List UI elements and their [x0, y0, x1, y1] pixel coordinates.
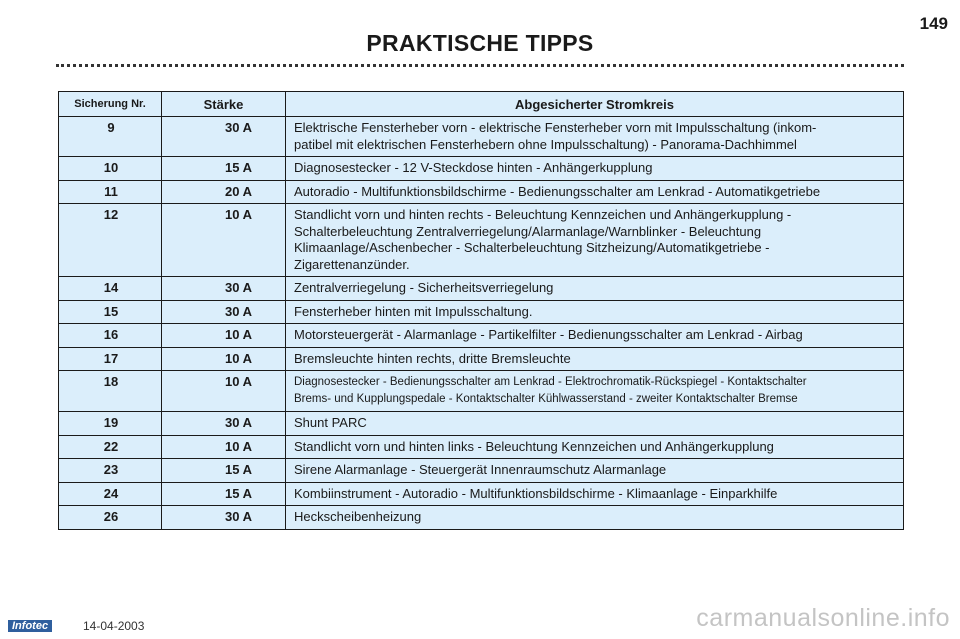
page-title: PRAKTISCHE TIPPS — [366, 30, 594, 56]
fuse-amperage: 10 A — [162, 204, 286, 277]
fuse-circuit: Zentralverriegelung - Sicherheitsverriegelung — [286, 277, 904, 301]
fuse-amperage: 10 A — [162, 371, 286, 412]
fuse-number: 19 — [59, 412, 162, 436]
table-row — [59, 371, 904, 412]
fuse-number: 22 — [59, 435, 162, 459]
fuse-amperage: 10 A — [162, 435, 286, 459]
table-row — [59, 324, 904, 348]
fuse-circuit: Motorsteuergerät - Alarmanlage - Partikelfilter - Bedienungsschalter am Lenkrad - Airbag — [286, 324, 904, 348]
fuse-circuit: Diagnosestecker - Bedienungsschalter am Lenkrad - Elektrochromatik-Rückspiegel - Kontaktschalter Brems- und Kupplungspedale - Kontaktschalter Kühlwasserstand - zweiter Kontaktschalter Bremse — [286, 371, 904, 412]
fuse-amperage: 20 A — [162, 180, 286, 204]
table-row — [59, 435, 904, 459]
fuse-amperage: 10 A — [162, 324, 286, 348]
fuse-number: 12 — [59, 204, 162, 277]
fuse-amperage: 30 A — [162, 277, 286, 301]
fuse-circuit: Diagnosestecker - 12 V-Steckdose hinten - Anhängerkupplung — [286, 157, 904, 181]
fuse-number: 9 — [59, 117, 162, 157]
table-row — [59, 180, 904, 204]
table-row — [59, 277, 904, 301]
table-row — [59, 117, 904, 157]
fuse-circuit: Autoradio - Multifunktionsbildschirme - Bedienungsschalter am Lenkrad - Automatikgetriebe — [286, 180, 904, 204]
fuse-number: 15 — [59, 300, 162, 324]
fuse-number: 11 — [59, 180, 162, 204]
fuse-number: 10 — [59, 157, 162, 181]
fuse-number: 23 — [59, 459, 162, 483]
header-amperage: Stärke — [162, 92, 286, 117]
table-row — [59, 300, 904, 324]
site-watermark: carmanualsonline.info — [696, 604, 950, 632]
fuse-number: 17 — [59, 347, 162, 371]
fuse-circuit: Sirene Alarmanlage - Steuergerät Innenraumschutz Alarmanlage — [286, 459, 904, 483]
table-row — [59, 459, 904, 483]
fuse-number: 18 — [59, 371, 162, 412]
infotec-logo: Infotec — [8, 620, 52, 632]
fuse-circuit: Kombiinstrument - Autoradio - Multifunktionsbildschirme - Klimaanlage - Einparkhilfe — [286, 482, 904, 506]
footer-date: 14-04-2003 — [83, 619, 145, 633]
fuse-amperage: 15 A — [162, 157, 286, 181]
fuse-number: 24 — [59, 482, 162, 506]
fuse-circuit: Bremsleuchte hinten rechts, dritte Bremsleuchte — [286, 347, 904, 371]
fuse-circuit: Fensterheber hinten mit Impulsschaltung. — [286, 300, 904, 324]
fuse-circuit: Elektrische Fensterheber vorn - elektrische Fensterheber vorn mit Impulsschaltung (inkom- patibel mit elektrischen Fensterhebern ohne Impulsschaltung) - Panorama-Dachhimmel — [286, 117, 904, 157]
fuse-amperage: 30 A — [162, 506, 286, 530]
fuse-amperage: 15 A — [162, 459, 286, 483]
header-circuit: Abgesicherter Stromkreis — [286, 92, 904, 117]
fuse-circuit: Standlicht vorn und hinten links - Beleuchtung Kennzeichen und Anhängerkupplung — [286, 435, 904, 459]
fuse-amperage: 15 A — [162, 482, 286, 506]
table-row — [59, 412, 904, 436]
fuse-amperage: 30 A — [162, 300, 286, 324]
fuse-amperage: 10 A — [162, 347, 286, 371]
table-header-row — [59, 92, 904, 117]
table-row — [59, 506, 904, 530]
table-row — [59, 204, 904, 277]
fuse-number: 14 — [59, 277, 162, 301]
fuse-amperage: 30 A — [162, 117, 286, 157]
header-fuse-number: Sicherung Nr. — [59, 92, 162, 117]
fuse-number: 16 — [59, 324, 162, 348]
table-row — [59, 347, 904, 371]
fuse-number: 26 — [59, 506, 162, 530]
fuse-amperage: 30 A — [162, 412, 286, 436]
fuse-circuit: Heckscheibenheizung — [286, 506, 904, 530]
fuse-table — [58, 91, 904, 530]
fuse-circuit: Standlicht vorn und hinten rechts - Beleuchtung Kennzeichen und Anhängerkupplung - Schalterbeleuchtung Zentralverriegelung/Alarmanlage/Warnblinker - Beleuchtung Klimaanlage/Aschenbecher - Schalterbeleuchtung Sitzheizung/Automatikgetriebe - Zigarettenanzünder. — [286, 204, 904, 277]
page-number: 149 — [919, 14, 948, 33]
dotted-divider — [56, 64, 904, 67]
table-row — [59, 157, 904, 181]
fuse-circuit: Shunt PARC — [286, 412, 904, 436]
table-row — [59, 482, 904, 506]
